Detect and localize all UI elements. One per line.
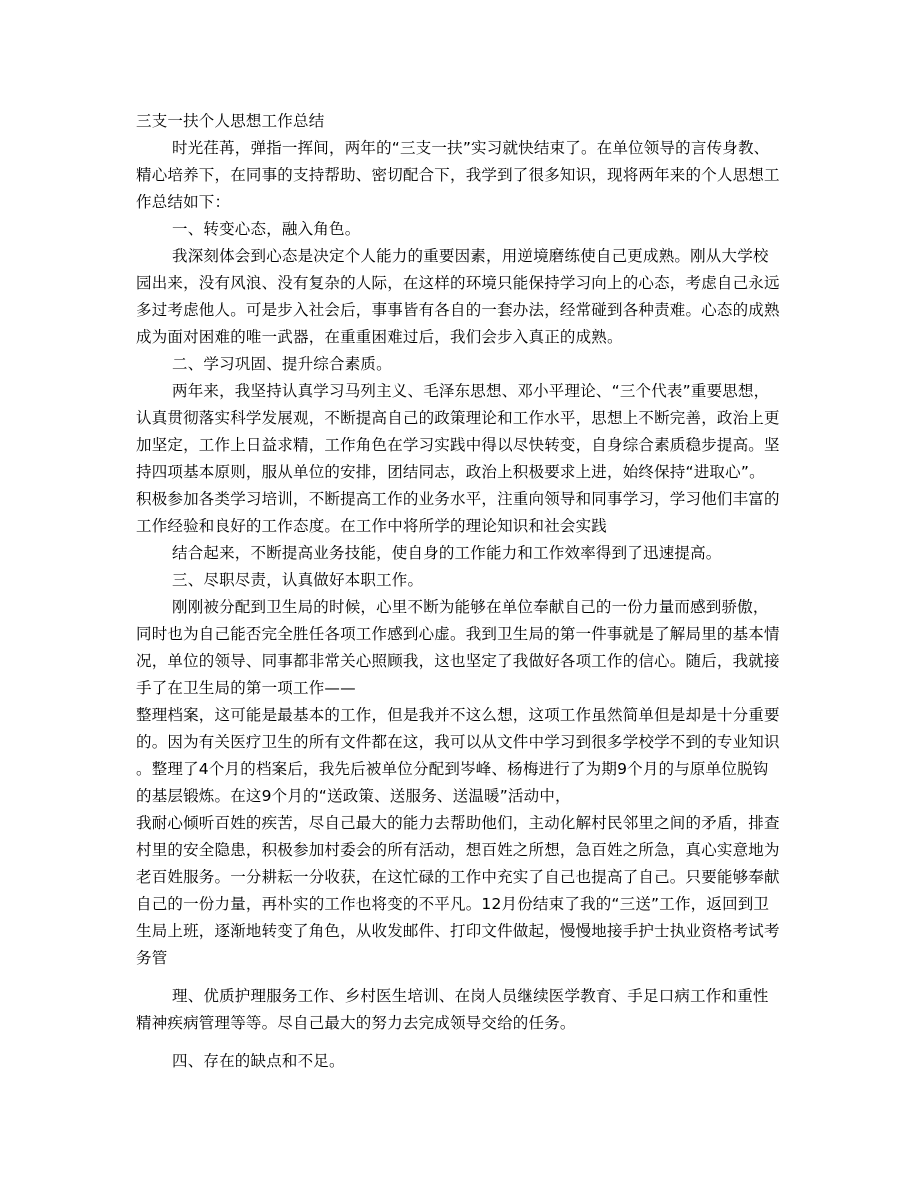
text-line: 积极参加各类学习培训，不断提高工作的业务水平，注重向领导和同事学习，学习他们丰富的 [136,490,780,508]
text-line: 时光荏苒，弹指一挥间，两年的“三支一扶”实习就快结束了。在单位领导的言传身教、 [172,139,770,157]
text-line: 理、优质护理服务工作、乡村医生培训、在岗人员继续医学教育、手足口病工作和重性 [172,987,769,1005]
text-line: 村里的安全隐患，积极参加村委会的所有活动，想百姓之所想，急百姓之所急，真心实意地为 [136,841,780,859]
section-heading-3 [136,567,786,594]
text-line: 园出来，没有风浪、没有复杂的人际，在这样的环境只能保持学习向上的心态，考虑自己永远 [136,274,780,292]
paragraph-archives [136,702,786,810]
section-heading-2 [136,351,786,378]
paragraph-mindset [136,243,786,351]
section-heading-1 [136,216,786,243]
text-line: 况，单位的领导、同事都非常关心照顾我，这也坚定了我做好各项工作的信心。随后，我就接 [136,652,780,670]
text-line: 精神疾病管理等等。尽自己最大的努力去完成领导交给的任务。 [136,1014,576,1032]
section-heading-4 [136,1048,786,1075]
text-line: 我耐心倾听百姓的疾苦，尽自己最大的能力去帮助他们，主动化解村民邻里之间的矛盾，排查 [136,814,780,832]
paragraph-study [136,378,786,540]
paragraph-intro [136,135,786,216]
text-line: 的基层锻炼。在这9个月的“送政策、送服务、送温暖”活动中， [136,787,571,805]
text-line: 二、学习巩固、提升综合素质。 [172,355,392,373]
paragraph-service [136,810,786,972]
text-line: 持四项基本原则，服从单位的安排，团结同志，政治上积极要求上进，始终保持“进取心”。 [136,463,765,481]
text-line: 作总结如下： [136,193,231,211]
text-line: 务管 [136,949,168,967]
text-line: 老百姓服务。一分耕耘一分收获，在这忙碌的工作中充实了自己也提高了自己。只要能够奉献 [136,868,780,886]
text-line: 的。因为有关医疗卫生的所有文件都在这，我可以从文件中学习到很多学校学不到的专业知识 [136,733,780,751]
text-line: 。整理了4个月的档案后，我先后被单位分配到岑峰、杨梅进行了为期9个月的与原单位脱钩 [136,760,769,778]
text-line: 整理档案，这可能是最基本的工作，但是我并不这么想，这项工作虽然简单但是却是十分重要 [136,706,780,724]
text-line: 刚刚被分配到卫生局的时候，心里不断为能够在单位奉献自己的一份力量而感到骄傲， [172,598,769,616]
text-line: 手了在卫生局的第一项工作—— [136,679,356,697]
text-line: 工作经验和良好的工作态度。在工作中将所学的理论知识和社会实践 [136,517,608,535]
paragraph-study-continued [136,540,786,567]
paragraph-management [136,983,786,1037]
text-line: 多过考虑他人。可是步入社会后，事事皆有各自的一套办法，经常碰到各种责难。心态的成熟 [136,301,780,319]
text-line: 四、存在的缺点和不足。 [172,1052,345,1070]
document-title: 三支一扶个人思想工作总结 [136,112,325,130]
paragraph-duty [136,594,786,702]
text-line: 一、转变心态，融入角色。 [172,220,361,238]
document-body [136,108,786,1075]
text-line: 我深刻体会到心态是决定个人能力的重要因素，用逆境磨练使自己更成熟。刚从大学校 [172,247,769,265]
text-line: 生局上班，逐渐地转变了角色，从收发邮件、打印文件做起，慢慢地接手护士执业资格考试考 [136,922,780,940]
text-line: 成为面对困难的唯一武器，在重重困难过后，我们会步入真正的成熟。 [136,328,623,346]
text-line: 结合起来，不断提高业务技能，使自身的工作能力和工作效率得到了迅速提高。 [172,544,722,562]
text-line: 认真贯彻落实科学发展观，不断提高自己的政策理论和工作水平，思想上不断完善，政治上更 [136,409,780,427]
text-line: 加坚定，工作上日益求精，工作角色在学习实践中得以尽快转变，自身综合素质稳步提高。坚 [136,436,780,454]
text-line: 自己的一份力量，再朴实的工作也将变的不平凡。12月份结束了我的“三送”工作，返回到卫 [136,895,770,913]
text-line: 三、尽职尽责，认真做好本职工作。 [172,571,424,589]
text-line: 精心培养下，在同事的支持帮助、密切配合下，我学到了很多知识，现将两年来的个人思想工 [136,166,780,184]
text-line: 同时也为自己能否完全胜任各项工作感到心虚。我到卫生局的第一件事就是了解局里的基本情 [136,625,780,643]
text-line: 两年来，我坚持认真学习马列主义、毛泽东思想、邓小平理论、“三个代表”重要思想， [172,382,770,400]
